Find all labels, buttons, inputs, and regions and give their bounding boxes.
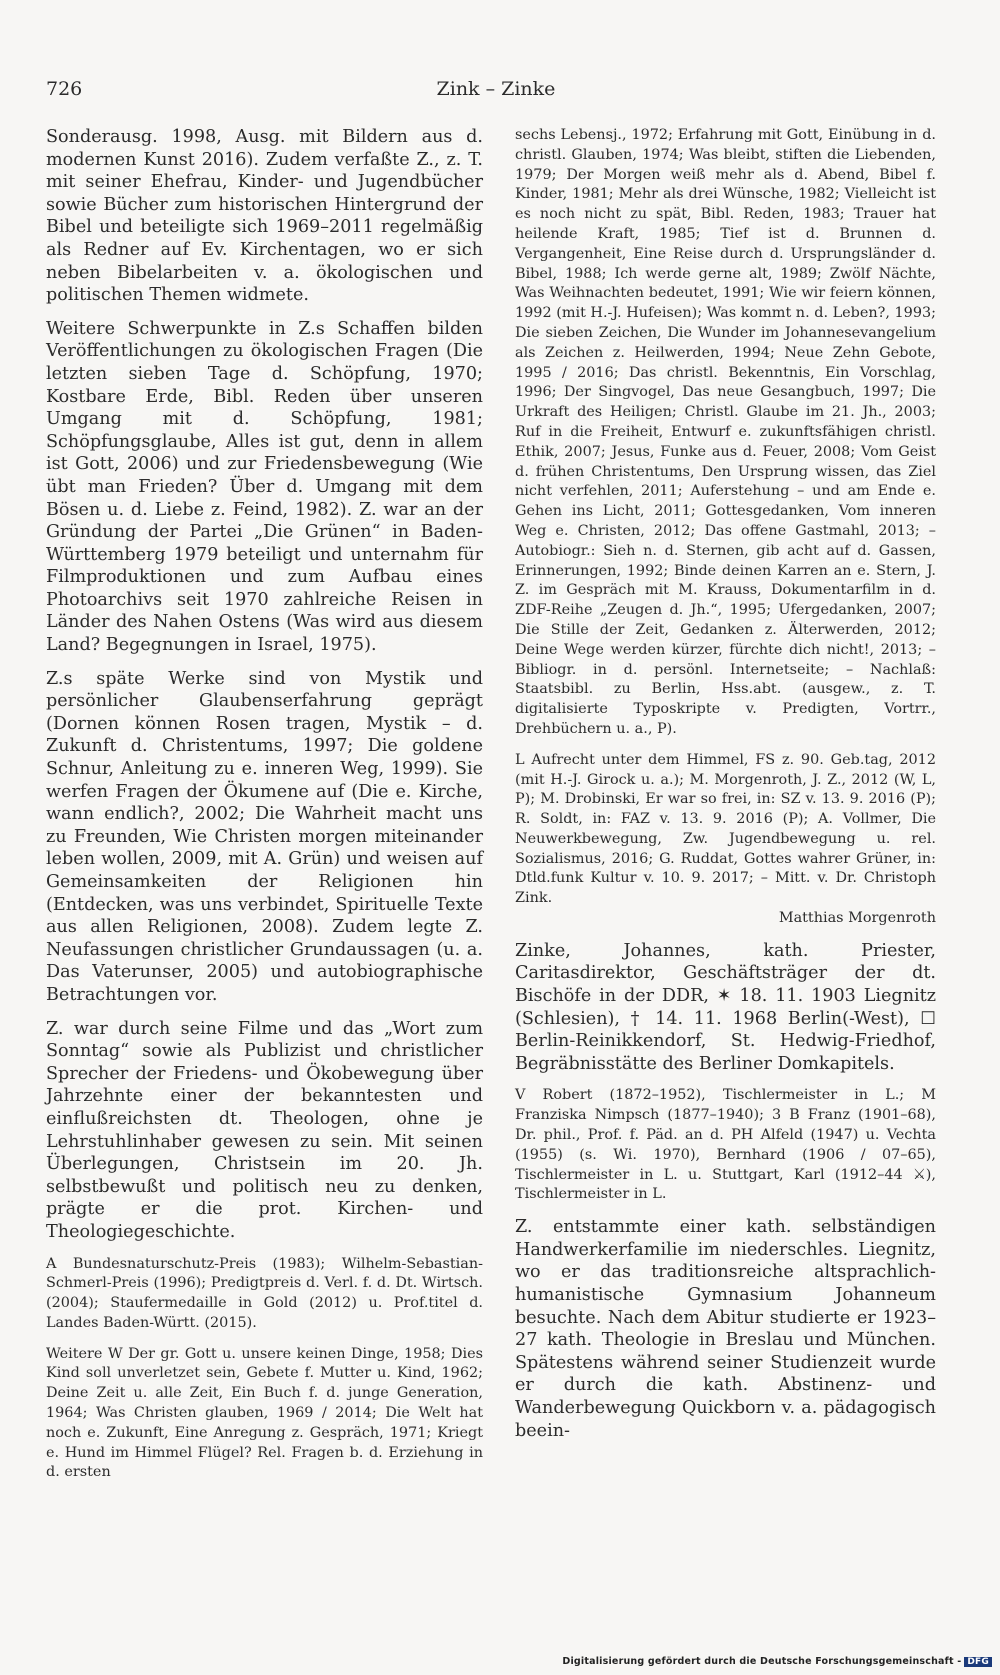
works-paragraph: sechs Lebensj., 1972; Erfahrung mit Gott, Einübung in d. christl. Glauben, 1974; Was bleibt, stiften die Liebenden, 1979; Der Morgen weiß mehr als d. Abend, Bibel f. Kinder, 1981; Mehr als drei Wünsche, 1982; Vielleicht ist es noch nicht zu spät, Bibl. Reden, 1983; Trauer hat heilende Kraft, 1985; Tief ist d. Brunnen d. Vergangenheit, Eine Reise durch d. Ursprungsländer d. Bibel, 1988; Ich werde gerne alt, 1989; Zwölf Nächte, Was Weihnachten bedeutet, 1991; Wie wir feiern können, 1992 (mit H.-J. Hufeisen); Was kommt n. d. Leben?, 1993; Die sieben Zeichen, Die Wunder im Johannesevangelium als Zeichen z. Heilwerden, 1994; Neue Zehn Gebote, 1995 / 2016; Das christl. Bekenntnis, Ein Vorschlag, 1996; Der Singvogel, Das neue Gesangbuch, 1997; Die Urkraft des Heiligen; Christl. Glaube im 21. Jh., 2003; Ruf in die Freiheit, Entwurf e. zukunftsfähigen christl. Ethik, 2007; Jesus, Funke aus d. Feuer, 2008; Vom Geist d. frühen Christentums, Den Ursprung wissen, das Ziel nicht verfehlen, 2011; Auferstehung – und am Ende e. Gehen ins Licht, 2011; Gottesgedanken, Vom inneren Weg e. Christen, 2012; Das offene Gastmahl, 2013; – Autobiogr.: Sieh n. d. Sternen, gib acht auf d. Gassen, Erinnerungen, 1992; Binde deinen Karren an e. Stern, J. Z. im Gespräch mit M. Krauss, Dokumentarfilm in d. ZDF-Reihe „Zeugen d. Jh.“, 1995; Ufergedanken, 2007; Die Stille der Zeit, Gedanken z. Älterwerden, 2012; Deine Wege werden kürzer, fürchte dich nicht!, 2013; – Bibliogr. in d. persönl. Internetseite; – Nachlaß: Staatsbibl. zu Berlin, Hss.abt. (ausgew., z. T. digitalisierte Typoskripte v. Predigten, Vortrr., Drehbüchern u. a., P). — [515, 127, 936, 737]
running-head: Zink – Zinke — [436, 78, 556, 100]
genealogy-paragraph: V Robert (1872–1952), Tischlermeister in L.; M Franziska Nimpsch (1877–1940); 3 B Franz (1901–68), Dr. phil., Prof. f. Päd. an d. PH Alfeld (1947) u. Vechta (1955) (s. Wi. 1970), Bernhard (1906 / 07–65), Tischlermeister in L. u. Stuttgart, Karl (1912–44 ⚔), Tischlermeister in L. — [515, 1087, 936, 1203]
left-column — [46, 126, 483, 1483]
digitization-footer — [0, 1656, 992, 1667]
paragraph: Sonderausg. 1998, Ausg. mit Bildern aus d. modernen Kunst 2016). Zudem verfaßte Z., z. T. mit seiner Ehefrau, Kinder- und Jugendbücher sowie Bücher zum historischen Hintergrund der Bibel und beteiligte sich 1969–2011 regelmäßig als Redner auf Ev. Kirchentagen, wo er sich neben Bibelarbeiten v. a. ökologischen und politischen Themen widmete. — [46, 127, 483, 306]
paragraph: Weitere Schwerpunkte in Z.s Schaffen bilden Veröffentlichungen zu ökologischen Fragen (Die letzten sieben Tage d. Schöpfung, 1970; Kostbare Erde, Bibl. Reden über unseren Umgang mit d. Schöpfung, 1981; Schöpfungsglaube, Alles ist gut, denn in allem ist Gott, 2006) und zur Friedensbewegung (Wie übt man Frieden? Über d. Umgang mit dem Bösen u. d. Liebe z. Feind, 1982). Z. war an der Gründung der Partei „Die Grünen“ in Baden-Württemberg 1979 beteiligt und unternahm für Filmproduktionen und zum Aufbau eines Photoarchivs seit 1970 zahlreiche Reisen in Länder des Nahen Ostens (Was wird aus diesem Land? Begegnungen in Israel, 1975). — [46, 318, 483, 656]
paragraph: Z. war durch seine Filme und das „Wort zum Sonntag“ sowie als Publizist und christlicher Sprecher der Friedens- und Ökobewegung über Jahrzehnte einer der bekanntesten und einflußreichsten dt. Theologen, ohne je Lehrstuhlinhaber gewesen zu sein. Mit seinen Überlegungen, Christsein im 20. Jh. selbstbewußt und politisch neu zu denken, prägte er die prot. Kirchen- und Theologiegeschichte. — [46, 1018, 483, 1242]
paragraph: Z. entstammte einer kath. selbständigen Handwerkerfamilie im niederschles. Liegnitz, wo er das traditionsreiche altsprachlich-humanistische Gymnasium Johanneum besuchte. Nach dem Abitur studierte er 1923–27 kath. Theologie in Breslau und München. Spätestens während seiner Studienzeit wurde er durch die kath. Abstinenz- und Wanderbewegung Quickborn v. a. pädagogisch beein- — [515, 1217, 936, 1441]
right-column — [515, 126, 936, 1442]
page-header — [46, 78, 946, 108]
footer-text: Digitalisierung gefördert durch die Deutsche Forschungsgemeinschaft - — [562, 1656, 962, 1667]
dfg-logo: DFG — [964, 1657, 992, 1667]
literature-paragraph: L Aufrecht unter dem Himmel, FS z. 90. Geb.tag, 2012 (mit H.-J. Girock u. a.); M. Morgenroth, J. Z., 2012 (W, L, P); M. Drobinski, Er war so frei, in: SZ v. 13. 9. 2016 (P); R. Soldt, in: FAZ v. 13. 9. 2016 (P); A. Vollmer, Die Neuwerkbewegung, Zw. Jugendbewegung u. rel. Sozialismus, 2016; G. Ruddat, Gottes wahrer Grüner, in: Dtld.funk Kultur v. 10. 9. 2017; – Mitt. v. Dr. Christoph Zink. — [515, 751, 936, 907]
awards-paragraph: A Bundesnaturschutz-Preis (1983); Wilhelm-Sebastian-Schmerl-Preis (1996); Predigtpreis d. Verl. f. d. Dt. Wirtsch. (2004); Staufermedaille in Gold (2012) u. Prof.titel d. Landes Baden-Württ. (2015). — [46, 1255, 483, 1331]
page-number: 726 — [46, 78, 83, 100]
works-paragraph: Weitere W Der gr. Gott u. unsere keinen Dinge, 1958; Dies Kind soll unverletzet sein, Gebete f. Mutter u. Kind, 1962; Deine Zeit u. alle Zeit, Ein Buch f. d. junge Generation, 1964; Was Christen glauben, 1969 / 2014; Die Welt hat noch e. Zukunft, Eine Anregung z. Gespräch, 1971; Kriegt e. Hund im Himmel Flügel? Rel. Fragen b. d. Erziehung in d. ersten — [46, 1345, 483, 1481]
paragraph: Z.s späte Werke sind von Mystik und persönlicher Glaubenserfahrung geprägt (Dornen können Rosen tragen, Mystik – d. Zukunft d. Christentums, 1997; Die goldene Schnur, Anleitung zu e. inneren Weg, 1999). Sie werfen Fragen der Ökumene auf (Die e. Kirche, wann endlich?, 2002; Die Wahrheit macht uns zu Freunden, Wie Christen morgen miteinander leben wollen, 2009, mit A. Grün) und weisen auf Gemeinsamkeiten der Religionen hin (Entdecken, was uns verbindet, Spirituelle Texte aus allen Religionen, 2008). Zudem legte Z. Neufassungen christlicher Grundaussagen (u. a. Das Vaterunser, 2005) und autobiographische Betrachtungen vor. — [46, 668, 483, 1005]
author-signature: Matthias Morgenroth — [778, 910, 936, 927]
entry-heading-paragraph: Zinke, Johannes, kath. Priester, Caritasdirektor, Geschäftsträger der dt. Bischöfe in der DDR, ✶ 18. 11. 1903 Liegnitz (Schlesien), † 14. 11. 1968 Berlin(-West), ☐ Berlin-Reinikkendorf, St. Hedwig-Friedhof, Begräbnisstätte des Berliner Domkapitels. — [515, 940, 936, 1074]
